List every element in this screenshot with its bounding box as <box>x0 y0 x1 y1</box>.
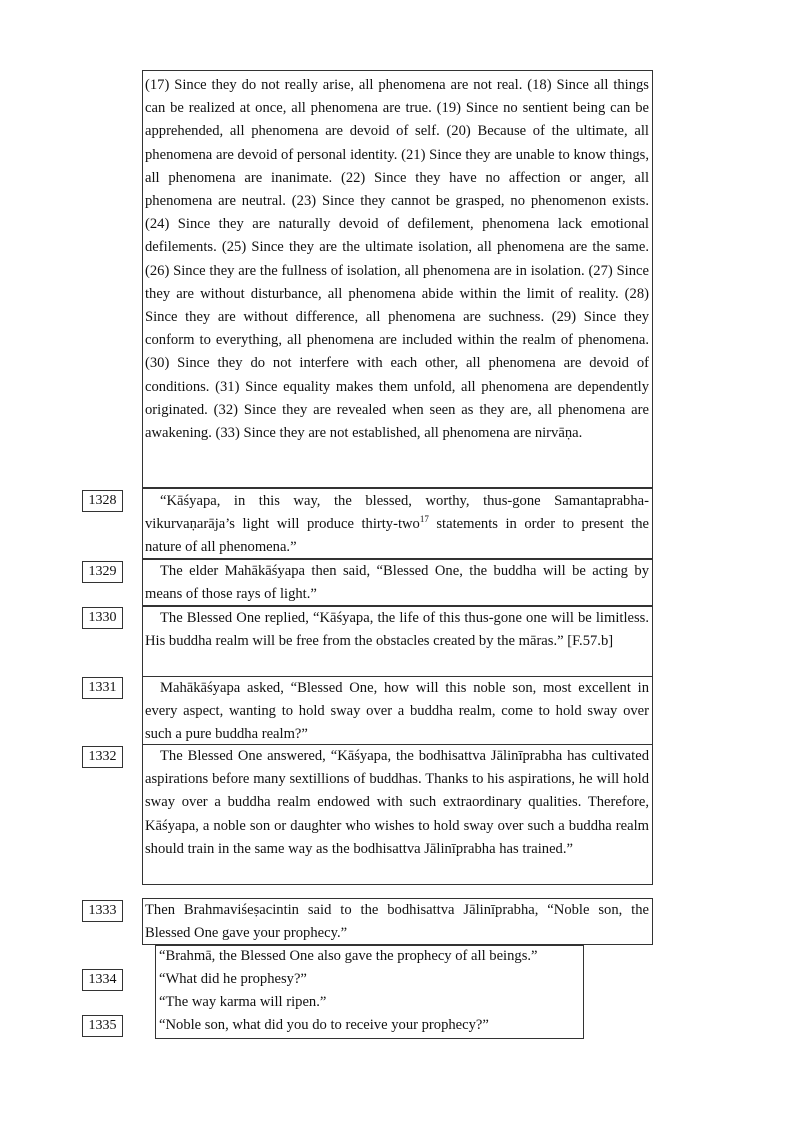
paragraph-1329 <box>142 559 653 606</box>
paragraph-number: 1331 <box>82 677 123 699</box>
paragraph-text: Then Brahmaviśeṣacintin said to the bodhisattva Jālinīprabha, “Noble son, the Blessed One gave your prophecy.” <box>145 902 649 942</box>
paragraph-text: The elder Mahākāśyapa then said, “Blessed One, the buddha will be acting by means of those rays of light.” <box>145 563 649 603</box>
paragraph-number: 1332 <box>82 746 123 768</box>
paragraph-text: (17) Since they do not really arise, all phenomena are not real. (18) Since all things can be realized at once, all phenomena are true. (19) Since no sentient being can be apprehended, all phenomena are devoid of self. (20) Because of the ultimate, all phenomena are devoid of personal identity. (21) Since they are unable to know things, all phenomena are inanimate. (22) Since they have no affection or anger, all phenomena are neutral. (23) Since they cannot be grasped, no phenomenon exists. (24) Since they are naturally devoid of defilement, phenomena lack emotional defilements. (25) Since they are the ultimate isolation, all phenomena are the same. (26) Since they are the fullness of isolation, all phenomena are in isolation. (27) Since they are without disturbance, all phenomena abide within the limit of reality. (28) Since they are without difference, all phenomena are suchness. (29) Since they conform to everything, all phenomena are included within the realm of phenomena. (30) Since they do not interfere with each other, all phenomena are devoid of conditions. (31) Since equality makes them unfold, all phenomena are dependently originated. (32) Since they are revealed when seen as they are, all phenomena are awakening. (33) Since they are not established, all phenomena are nirvāṇa. <box>145 77 649 442</box>
paragraph-1331 <box>142 676 653 745</box>
paragraph-number: 1334 <box>82 969 123 991</box>
paragraph-text: The Blessed One answered, “Kāśyapa, the bodhisattva Jālinīprabha has cultivated aspirations before many sextillions of buddhas. Thanks to his aspirations, he will hold sway over a buddha realm endowed with such extraordinary qualities. Therefore, Kāśyapa, a noble son or daughter who wishes to hold sway over such a buddha realm should train in the same way as the bodhisattva Jālinīprabha has trained.” <box>145 748 649 857</box>
paragraph-1330 <box>142 606 653 677</box>
paragraph-number: 1333 <box>82 900 123 922</box>
dialogue-line: “The way karma will ripen.” <box>159 994 327 1010</box>
paragraph-text: Mahākāśyapa asked, “Blessed One, how will this noble son, most excellent in every aspect, wanting to hold sway over a buddha realm, come to hold sway over such a pure buddha realm?” <box>145 680 649 743</box>
paragraph-text: “Kāśyapa, in this way, the blessed, worthy, thus-gone Samantaprabha-vikurvaṇarāja’s light will produce thirty-two$^{17}$ statements in order to present the nature of all phenomena.” <box>145 493 649 556</box>
text-block-continuation <box>142 70 653 488</box>
paragraph-number: 1329 <box>82 561 123 583</box>
dialogue-line: “Noble son, what did you do to receive your prophecy?” <box>159 1017 489 1033</box>
paragraph-1332 <box>142 744 653 885</box>
footnote-marker[interactable]: 17 <box>419 514 429 525</box>
dialogue-line: “Brahmā, the Blessed One also gave the prophecy of all beings.” <box>159 948 538 964</box>
dialogue-line: “What did he prophesy?” <box>159 971 307 987</box>
paragraph-1333 <box>142 898 653 945</box>
paragraph-number: 1335 <box>82 1015 123 1037</box>
paragraph-text: The Blessed One replied, “Kāśyapa, the life of this thus-gone one will be limitless. His buddha realm will be free from the obstacles created by the māras.” [F.57.b] <box>145 610 649 650</box>
paragraph-1328 <box>142 488 653 559</box>
paragraph-number: 1328 <box>82 490 123 512</box>
paragraph-number: 1330 <box>82 607 123 629</box>
